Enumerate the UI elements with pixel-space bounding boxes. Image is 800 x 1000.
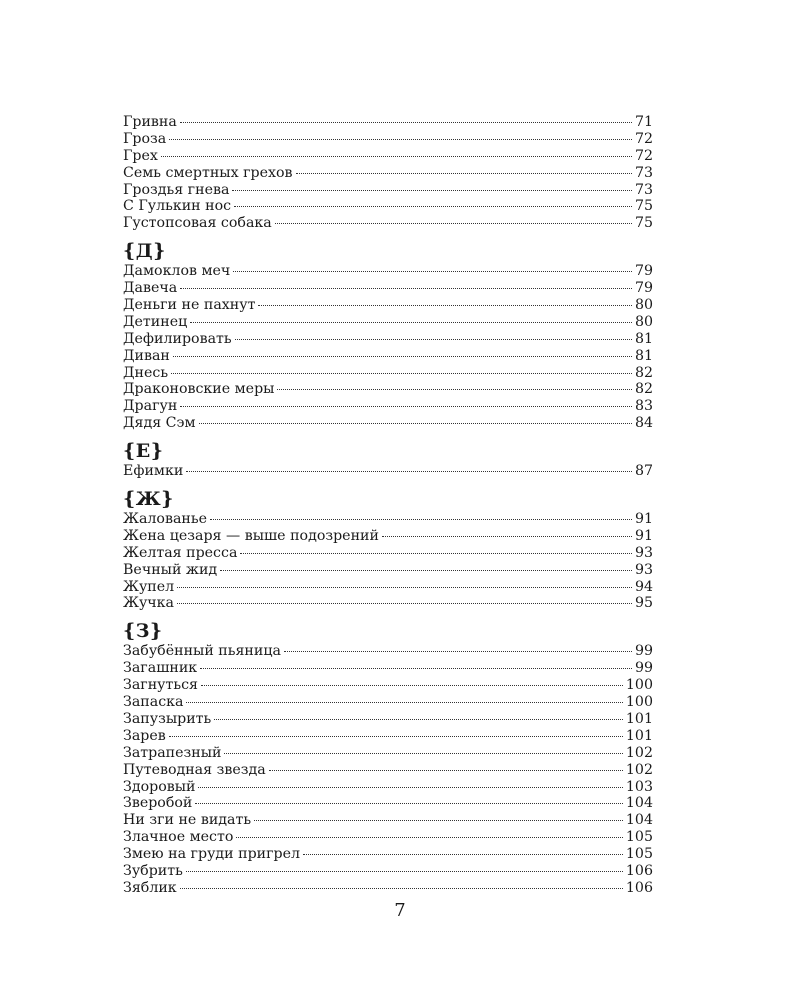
dot-leader [232, 190, 632, 191]
toc-entry [123, 148, 653, 165]
entry-page-number: 106 [625, 879, 653, 896]
entry-page-number: 75 [634, 198, 653, 215]
toc-entry [123, 398, 653, 415]
entry-page-number: 106 [625, 862, 653, 879]
dot-leader [233, 271, 632, 272]
toc-entry [123, 863, 653, 880]
dot-leader [177, 603, 632, 604]
dot-leader [161, 156, 632, 157]
dot-leader [235, 339, 632, 340]
dot-leader [190, 322, 632, 323]
entry-page-number: 105 [625, 829, 653, 846]
entry-title: Диван [123, 347, 170, 364]
toc-entry [123, 114, 653, 131]
entry-title: Драгун [123, 398, 178, 415]
toc-entry [123, 795, 653, 812]
entry-title: Запузырить [123, 710, 212, 727]
entry-page-number: 93 [634, 544, 653, 561]
entry-title: Путеводная звезда [123, 761, 266, 778]
entry-title: Жена цезаря — выше подозрений [123, 527, 379, 544]
toc-entry [123, 331, 653, 348]
toc-group [123, 239, 653, 432]
dot-leader [198, 787, 622, 788]
toc-entry [123, 694, 653, 711]
dot-leader [269, 770, 623, 771]
entry-title: Ефимки [123, 463, 184, 480]
dot-leader [220, 570, 632, 571]
dot-leader [284, 651, 632, 652]
toc-entry [123, 745, 653, 762]
entry-title: Гроздья гнева [123, 181, 230, 198]
entry-page-number: 95 [634, 595, 653, 612]
dot-leader [180, 288, 632, 289]
dot-leader [200, 668, 632, 669]
dot-leader [224, 753, 622, 754]
toc-entry [123, 415, 653, 432]
toc-entry [123, 762, 653, 779]
dot-leader [382, 536, 632, 537]
entry-page-number: 100 [625, 694, 653, 711]
entry-page-number: 87 [634, 463, 653, 480]
entry-title: Запаска [123, 694, 184, 711]
entry-page-number: 99 [634, 660, 653, 677]
dot-leader [173, 356, 632, 357]
toc-entry [123, 728, 653, 745]
page-number: 7 [394, 900, 406, 921]
dot-leader [277, 389, 631, 390]
toc-entry [123, 348, 653, 365]
entry-page-number: 82 [634, 381, 653, 398]
dot-leader [186, 871, 623, 872]
entry-title: Зверобой [123, 795, 193, 812]
entry-title: Детинец [123, 313, 188, 330]
dot-leader [254, 820, 623, 821]
entry-page-number: 80 [634, 297, 653, 314]
section-letter-heading: {Ж} [123, 488, 174, 511]
entry-title: Деньги не пахнут [123, 297, 256, 314]
dot-leader [180, 122, 632, 123]
entry-page-number: 84 [634, 415, 653, 432]
entry-title: Зарев [123, 727, 166, 744]
dot-leader [171, 373, 632, 374]
dot-leader [177, 587, 632, 588]
toc-entry [123, 545, 653, 562]
entry-page-number: 104 [625, 812, 653, 829]
dot-leader [296, 173, 632, 174]
entry-page-number: 73 [634, 164, 653, 181]
entry-page-number: 79 [634, 263, 653, 280]
entry-title: Дефилировать [123, 330, 232, 347]
entry-page-number: 101 [625, 710, 653, 727]
entry-title: Жучка [123, 595, 174, 612]
toc-entry [123, 381, 653, 398]
entry-page-number: 99 [634, 643, 653, 660]
toc-entry [123, 215, 653, 232]
toc-entry [123, 280, 653, 297]
entry-page-number: 100 [625, 677, 653, 694]
entry-title: С Гулькин нос [123, 198, 232, 215]
section-letter-heading: {Д} [123, 240, 166, 263]
toc-entry [123, 528, 653, 545]
toc-entry [123, 711, 653, 728]
dot-leader [201, 685, 623, 686]
table-of-contents [123, 114, 653, 897]
entry-page-number: 82 [634, 364, 653, 381]
toc-entry [123, 660, 653, 677]
toc-entry [123, 812, 653, 829]
entry-page-number: 104 [625, 795, 653, 812]
toc-group [123, 487, 653, 612]
toc-entry [123, 779, 653, 796]
entry-page-number: 102 [625, 744, 653, 761]
entry-page-number: 102 [625, 761, 653, 778]
entry-title: Жалованье [123, 511, 207, 528]
entry-title: Гривна [123, 114, 177, 130]
toc-entry [123, 880, 653, 897]
entry-page-number: 79 [634, 280, 653, 297]
entry-title: Зяблик [123, 879, 177, 896]
dot-leader [275, 223, 632, 224]
dot-leader [169, 139, 632, 140]
dot-leader [180, 406, 632, 407]
entry-title: Драконовские меры [123, 381, 275, 398]
toc-entry [123, 182, 653, 199]
toc-entry [123, 846, 653, 863]
dot-leader [186, 702, 622, 703]
entry-title: Днесь [123, 364, 169, 381]
entry-title: Ни зги не видать [123, 812, 252, 829]
dot-leader [210, 519, 632, 520]
toc-entry [123, 463, 653, 480]
entry-title: Здоровый [123, 778, 196, 795]
toc-entry [123, 511, 653, 528]
entry-title: Семь смертных грехов [123, 164, 293, 181]
dot-leader [180, 888, 623, 889]
dot-leader [258, 305, 631, 306]
entry-title: Давеча [123, 280, 178, 297]
toc-entry [123, 579, 653, 596]
entry-title: Загашник [123, 660, 198, 677]
entry-page-number: 72 [634, 147, 653, 164]
entry-title: Дамоклов меч [123, 263, 231, 280]
entry-page-number: 83 [634, 398, 653, 415]
entry-page-number: 80 [634, 313, 653, 330]
toc-entry [123, 643, 653, 660]
toc-entry [123, 562, 653, 579]
entry-title: Дядя Сэм [123, 415, 196, 432]
toc-entry [123, 314, 653, 331]
toc-entry [123, 595, 653, 612]
dot-leader [186, 471, 632, 472]
entry-page-number: 93 [634, 561, 653, 578]
toc-entry [123, 297, 653, 314]
dot-leader [169, 736, 623, 737]
toc-group [123, 439, 653, 480]
entry-page-number: 94 [634, 578, 653, 595]
entry-title: Гроза [123, 130, 167, 147]
toc-entry [123, 131, 653, 148]
entry-title: Грех [123, 147, 158, 164]
entry-title: Загнуться [123, 677, 199, 694]
dot-leader [240, 553, 632, 554]
entry-page-number: 71 [634, 114, 653, 130]
dot-leader [199, 423, 632, 424]
toc-entry [123, 829, 653, 846]
entry-page-number: 101 [625, 727, 653, 744]
toc-entry [123, 165, 653, 182]
entry-page-number: 75 [634, 215, 653, 232]
toc-entry [123, 198, 653, 215]
entry-title: Змею на груди пригрел [123, 846, 301, 863]
entry-title: Желтая пресса [123, 544, 238, 561]
toc-entry [123, 263, 653, 280]
dot-leader [195, 803, 623, 804]
dot-leader [303, 854, 623, 855]
toc-group [123, 619, 653, 896]
entry-title: Затрапезный [123, 744, 222, 761]
entry-title: Злачное место [123, 829, 234, 846]
entry-page-number: 81 [634, 347, 653, 364]
toc-entry [123, 677, 653, 694]
toc-entry [123, 365, 653, 382]
dot-leader [234, 206, 632, 207]
section-letter-heading: {З} [123, 620, 163, 643]
entry-title: Жупел [123, 578, 175, 595]
entry-page-number: 91 [634, 527, 653, 544]
entry-page-number: 72 [634, 130, 653, 147]
entry-title: Зубрить [123, 862, 183, 879]
entry-title: Вечный жид [123, 561, 218, 578]
entry-title: Забубённый пьяница [123, 643, 281, 660]
entry-title: Густопсовая собака [123, 215, 272, 232]
dot-leader [236, 837, 623, 838]
entry-page-number: 91 [634, 511, 653, 528]
entry-page-number: 73 [634, 181, 653, 198]
section-letter-heading: {Е} [123, 440, 164, 463]
dot-leader [214, 719, 623, 720]
toc-group [123, 114, 653, 232]
entry-page-number: 105 [625, 846, 653, 863]
entry-page-number: 103 [625, 778, 653, 795]
entry-page-number: 81 [634, 330, 653, 347]
